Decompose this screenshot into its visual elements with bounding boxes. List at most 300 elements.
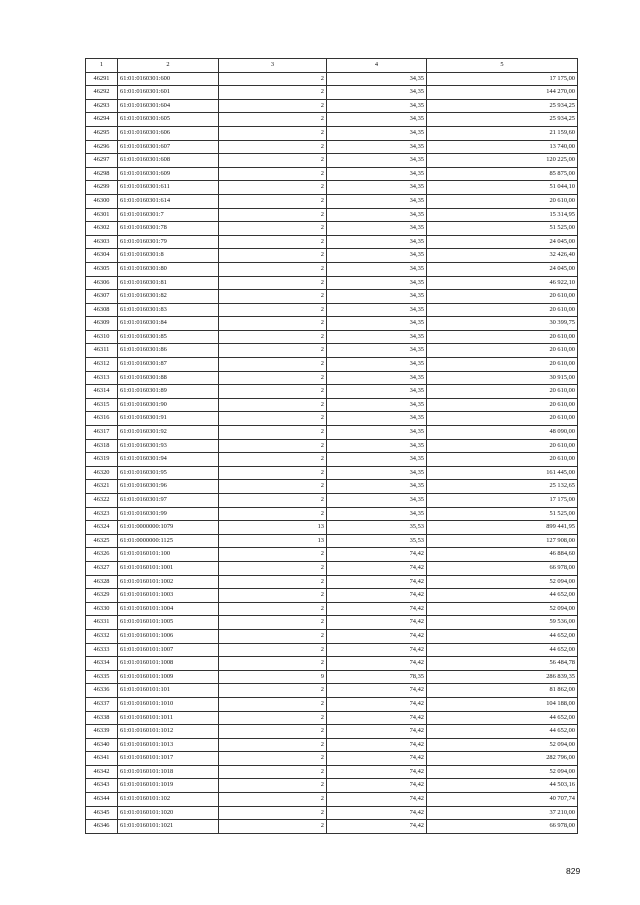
table-cell: 66 978,00: [427, 820, 578, 834]
table-cell: 2: [219, 738, 327, 752]
table-cell: 61:01:0160301:90: [118, 398, 219, 412]
table-cell: 51 525,00: [427, 507, 578, 521]
table-cell: 127 908,00: [427, 534, 578, 548]
table-cell: 2: [219, 181, 327, 195]
table-cell: 13: [219, 534, 327, 548]
table-cell: 20 610,00: [427, 194, 578, 208]
table-cell: 34,35: [327, 385, 427, 399]
table-cell: 286 839,35: [427, 670, 578, 684]
table-cell: 61:01:0160301:93: [118, 439, 219, 453]
table-cell: 61:01:0160101:1011: [118, 711, 219, 725]
table-cell: 2: [219, 385, 327, 399]
table-cell: 46343: [86, 779, 118, 793]
table-row: [86, 385, 578, 399]
col-header-3: 3: [219, 59, 327, 73]
col-header-5: 5: [427, 59, 578, 73]
table-row: [86, 439, 578, 453]
table-cell: 61:01:0160301:95: [118, 466, 219, 480]
table-cell: 46329: [86, 589, 118, 603]
table-cell: 46307: [86, 290, 118, 304]
col-header-2: 2: [118, 59, 219, 73]
table-cell: 46295: [86, 126, 118, 140]
table-cell: 2: [219, 657, 327, 671]
table-cell: 34,35: [327, 358, 427, 372]
table-cell: 61:01:0160301:607: [118, 140, 219, 154]
table-cell: 2: [219, 752, 327, 766]
table-cell: 61:01:0160301:605: [118, 113, 219, 127]
table-cell: 46318: [86, 439, 118, 453]
table-cell: 81 862,00: [427, 684, 578, 698]
table-row: [86, 820, 578, 834]
table-cell: 51 525,00: [427, 222, 578, 236]
table-cell: 34,35: [327, 167, 427, 181]
table-row: [86, 548, 578, 562]
table-cell: 2: [219, 317, 327, 331]
table-row: [86, 262, 578, 276]
table-cell: 46 884,60: [427, 548, 578, 562]
table-cell: 46298: [86, 167, 118, 181]
table-cell: 44 652,00: [427, 629, 578, 643]
table-cell: 46292: [86, 86, 118, 100]
table-row: [86, 507, 578, 521]
table-cell: 61:01:0160301:81: [118, 276, 219, 290]
table-cell: 2: [219, 344, 327, 358]
table-cell: 51 044,10: [427, 181, 578, 195]
table-cell: 56 484,78: [427, 657, 578, 671]
table-row: [86, 371, 578, 385]
table-cell: 61:01:0160101:1017: [118, 752, 219, 766]
table-cell: 61:01:0160301:96: [118, 480, 219, 494]
table-row: [86, 358, 578, 372]
table-row: [86, 738, 578, 752]
table-row: [86, 629, 578, 643]
table-cell: 52 094,00: [427, 575, 578, 589]
table-cell: 61:01:0160301:85: [118, 330, 219, 344]
table-cell: 2: [219, 426, 327, 440]
table-cell: 20 610,00: [427, 358, 578, 372]
table-row: [86, 725, 578, 739]
table-cell: 20 610,00: [427, 453, 578, 467]
table-cell: 2: [219, 480, 327, 494]
table-cell: 46340: [86, 738, 118, 752]
table-cell: 61:01:0160301:83: [118, 303, 219, 317]
table-cell: 2: [219, 371, 327, 385]
table-cell: 17 175,00: [427, 494, 578, 508]
table-row: [86, 697, 578, 711]
table-cell: 2: [219, 86, 327, 100]
table-row: [86, 779, 578, 793]
table-cell: 46311: [86, 344, 118, 358]
table-cell: 61:01:0160101:1012: [118, 725, 219, 739]
table-cell: 2: [219, 235, 327, 249]
table-cell: 2: [219, 140, 327, 154]
table-cell: 2: [219, 684, 327, 698]
table-cell: 74,42: [327, 725, 427, 739]
table-cell: 2: [219, 276, 327, 290]
table-cell: 46301: [86, 208, 118, 222]
table-cell: 61:01:0160301:99: [118, 507, 219, 521]
table-cell: 61:01:0160101:1003: [118, 589, 219, 603]
table-cell: 46316: [86, 412, 118, 426]
table-row: [86, 235, 578, 249]
table-row: [86, 426, 578, 440]
table-cell: 61:01:0160101:100: [118, 548, 219, 562]
table-cell: 61:01:0160301:86: [118, 344, 219, 358]
table-cell: 2: [219, 548, 327, 562]
table-cell: 74,42: [327, 684, 427, 698]
table-cell: 46344: [86, 793, 118, 807]
table-row: [86, 711, 578, 725]
table-cell: 61:01:0160301:82: [118, 290, 219, 304]
table-cell: 34,35: [327, 194, 427, 208]
table-row: [86, 126, 578, 140]
table-cell: 52 094,00: [427, 738, 578, 752]
table-cell: 24 045,00: [427, 262, 578, 276]
table-cell: 74,42: [327, 575, 427, 589]
table-cell: 46291: [86, 72, 118, 86]
table-cell: 46306: [86, 276, 118, 290]
table-cell: 66 978,00: [427, 561, 578, 575]
table-row: [86, 72, 578, 86]
table-cell: 2: [219, 194, 327, 208]
table-cell: 61:01:0160301:606: [118, 126, 219, 140]
table-cell: 61:01:0160301:91: [118, 412, 219, 426]
table-cell: 61:01:0160101:1021: [118, 820, 219, 834]
table-cell: 13: [219, 521, 327, 535]
table-row: [86, 412, 578, 426]
table-row: [86, 657, 578, 671]
table-cell: 34,35: [327, 99, 427, 113]
col-header-1: 1: [86, 59, 118, 73]
table-cell: 61:01:0160101:1002: [118, 575, 219, 589]
table-cell: 34,35: [327, 494, 427, 508]
table-row: [86, 521, 578, 535]
table-cell: 30 399,75: [427, 317, 578, 331]
table-cell: 46314: [86, 385, 118, 399]
table-cell: 61:01:0160101:1007: [118, 643, 219, 657]
table-cell: 2: [219, 126, 327, 140]
table-cell: 46310: [86, 330, 118, 344]
table-cell: 2: [219, 167, 327, 181]
table-cell: 46336: [86, 684, 118, 698]
table-cell: 74,42: [327, 616, 427, 630]
page-number: 829: [566, 866, 581, 876]
table-cell: 61:01:0160301:609: [118, 167, 219, 181]
table-cell: 46335: [86, 670, 118, 684]
table-cell: 2: [219, 629, 327, 643]
table-cell: 2: [219, 602, 327, 616]
table-cell: 20 610,00: [427, 385, 578, 399]
table-cell: 2: [219, 330, 327, 344]
table-cell: 34,35: [327, 453, 427, 467]
table-cell: 46325: [86, 534, 118, 548]
table-cell: 48 090,00: [427, 426, 578, 440]
table-cell: 74,42: [327, 738, 427, 752]
table-row: [86, 534, 578, 548]
table-cell: 46321: [86, 480, 118, 494]
table-cell: 46309: [86, 317, 118, 331]
table-cell: 44 652,00: [427, 725, 578, 739]
table-cell: 46303: [86, 235, 118, 249]
table-cell: 46334: [86, 657, 118, 671]
table-cell: 2: [219, 806, 327, 820]
table-cell: 46312: [86, 358, 118, 372]
table-cell: 44 652,00: [427, 589, 578, 603]
table-cell: 46297: [86, 154, 118, 168]
table-cell: 74,42: [327, 697, 427, 711]
table-cell: 2: [219, 494, 327, 508]
table-cell: 46328: [86, 575, 118, 589]
table-cell: 2: [219, 725, 327, 739]
table-cell: 34,35: [327, 480, 427, 494]
table-cell: 20 610,00: [427, 439, 578, 453]
table-row: [86, 670, 578, 684]
table-cell: 61:01:0160101:1010: [118, 697, 219, 711]
table-cell: 61:01:0160101:1019: [118, 779, 219, 793]
table-cell: 34,35: [327, 412, 427, 426]
table-cell: 61:01:0160301:97: [118, 494, 219, 508]
table-cell: 35,53: [327, 521, 427, 535]
table-cell: 61:01:0160301:614: [118, 194, 219, 208]
table-cell: 34,35: [327, 426, 427, 440]
table-row: [86, 589, 578, 603]
table-cell: 24 045,00: [427, 235, 578, 249]
data-table: [85, 58, 578, 834]
table-cell: 61:01:0160301:79: [118, 235, 219, 249]
table-cell: 46320: [86, 466, 118, 480]
table-cell: 2: [219, 616, 327, 630]
table-row: [86, 752, 578, 766]
table-cell: 2: [219, 154, 327, 168]
table-cell: 61:01:0160301:88: [118, 371, 219, 385]
table-row: [86, 643, 578, 657]
table-cell: 74,42: [327, 561, 427, 575]
table-cell: 34,35: [327, 249, 427, 263]
table-cell: 34,35: [327, 262, 427, 276]
table-cell: 13 740,00: [427, 140, 578, 154]
table-cell: 34,35: [327, 330, 427, 344]
table-row: [86, 602, 578, 616]
table-row: [86, 249, 578, 263]
table-cell: 25 934,25: [427, 99, 578, 113]
table-cell: 34,35: [327, 208, 427, 222]
table-cell: 74,42: [327, 629, 427, 643]
table-cell: 46346: [86, 820, 118, 834]
table-cell: 46345: [86, 806, 118, 820]
col-header-4: 4: [327, 59, 427, 73]
table-cell: 34,35: [327, 466, 427, 480]
table-cell: 34,35: [327, 371, 427, 385]
table-cell: 46305: [86, 262, 118, 276]
table-cell: 74,42: [327, 602, 427, 616]
table-row: [86, 290, 578, 304]
table-row: [86, 398, 578, 412]
table-row: [86, 194, 578, 208]
table-cell: 2: [219, 439, 327, 453]
table-cell: 899 441,95: [427, 521, 578, 535]
table-cell: 46 922,10: [427, 276, 578, 290]
table-row: [86, 480, 578, 494]
table-cell: 34,35: [327, 72, 427, 86]
table-cell: 74,42: [327, 589, 427, 603]
table-cell: 34,35: [327, 398, 427, 412]
table-cell: 46300: [86, 194, 118, 208]
table-cell: 61:01:0160301:608: [118, 154, 219, 168]
table-cell: 46302: [86, 222, 118, 236]
table-cell: 46315: [86, 398, 118, 412]
table-row: [86, 99, 578, 113]
table-cell: 74,42: [327, 765, 427, 779]
table-row: [86, 208, 578, 222]
table-row: [86, 181, 578, 195]
table-cell: 74,42: [327, 793, 427, 807]
table-cell: 2: [219, 208, 327, 222]
table-row: [86, 793, 578, 807]
table-row: [86, 575, 578, 589]
table-cell: 78,35: [327, 670, 427, 684]
table-cell: 2: [219, 466, 327, 480]
table-row: [86, 561, 578, 575]
table-row: [86, 154, 578, 168]
table-cell: 46296: [86, 140, 118, 154]
table-cell: 46323: [86, 507, 118, 521]
table-cell: 161 445,00: [427, 466, 578, 480]
table-cell: 32 426,40: [427, 249, 578, 263]
table-cell: 2: [219, 643, 327, 657]
table-cell: 61:01:0160301:601: [118, 86, 219, 100]
table-cell: 46330: [86, 602, 118, 616]
table-row: [86, 453, 578, 467]
table-cell: 46313: [86, 371, 118, 385]
table-cell: 46333: [86, 643, 118, 657]
table-cell: 46332: [86, 629, 118, 643]
table-cell: 20 610,00: [427, 330, 578, 344]
table-cell: 21 159,60: [427, 126, 578, 140]
table-cell: 61:01:0160101:1020: [118, 806, 219, 820]
table-cell: 59 536,00: [427, 616, 578, 630]
table-cell: 61:01:0160301:89: [118, 385, 219, 399]
table-cell: 2: [219, 249, 327, 263]
table-cell: 15 314,95: [427, 208, 578, 222]
table-cell: 46341: [86, 752, 118, 766]
table-cell: 46342: [86, 765, 118, 779]
table-cell: 34,35: [327, 276, 427, 290]
table-cell: 46338: [86, 711, 118, 725]
table-row: [86, 303, 578, 317]
table-cell: 2: [219, 453, 327, 467]
table-cell: 2: [219, 262, 327, 276]
table-row: [86, 344, 578, 358]
table-cell: 34,35: [327, 290, 427, 304]
table-cell: 144 270,00: [427, 86, 578, 100]
table-row: [86, 140, 578, 154]
table-cell: 34,35: [327, 507, 427, 521]
table-cell: 2: [219, 765, 327, 779]
table-cell: 2: [219, 358, 327, 372]
table-cell: 46331: [86, 616, 118, 630]
table-cell: 20 610,00: [427, 412, 578, 426]
table-cell: 37 210,00: [427, 806, 578, 820]
table-cell: 61:01:0160101:1013: [118, 738, 219, 752]
table-cell: 46324: [86, 521, 118, 535]
table-cell: 74,42: [327, 806, 427, 820]
table-cell: 61:01:0160101:1008: [118, 657, 219, 671]
table-cell: 61:01:0000000:1079: [118, 521, 219, 535]
table-cell: 61:01:0160101:1018: [118, 765, 219, 779]
table-cell: 61:01:0160301:94: [118, 453, 219, 467]
table-cell: 44 503,16: [427, 779, 578, 793]
table-cell: 46337: [86, 697, 118, 711]
table-cell: 2: [219, 507, 327, 521]
table-cell: 34,35: [327, 86, 427, 100]
table-row: [86, 113, 578, 127]
table-cell: 52 094,00: [427, 765, 578, 779]
table-cell: 74,42: [327, 711, 427, 725]
table-row: [86, 167, 578, 181]
table-cell: 2: [219, 222, 327, 236]
header-row: [86, 59, 578, 73]
table-cell: 61:01:0160101:101: [118, 684, 219, 698]
table-cell: 61:01:0160101:1005: [118, 616, 219, 630]
table-cell: 2: [219, 72, 327, 86]
table-cell: 34,35: [327, 344, 427, 358]
table-cell: 2: [219, 561, 327, 575]
table-cell: 74,42: [327, 643, 427, 657]
table-cell: 61:01:0160301:604: [118, 99, 219, 113]
table-cell: 74,42: [327, 657, 427, 671]
table-cell: 61:01:0160301:78: [118, 222, 219, 236]
table-cell: 61:01:0160301:611: [118, 181, 219, 195]
table-row: [86, 616, 578, 630]
table-cell: 85 875,00: [427, 167, 578, 181]
table-cell: 61:01:0160101:1001: [118, 561, 219, 575]
table-cell: 46308: [86, 303, 118, 317]
table-row: [86, 684, 578, 698]
table-cell: 2: [219, 99, 327, 113]
table-cell: 282 796,00: [427, 752, 578, 766]
table-cell: 35,53: [327, 534, 427, 548]
table-cell: 61:01:0160301:7: [118, 208, 219, 222]
table-cell: 20 610,00: [427, 290, 578, 304]
table-cell: 61:01:0160301:600: [118, 72, 219, 86]
table-cell: 34,35: [327, 140, 427, 154]
table-cell: 61:01:0160301:80: [118, 262, 219, 276]
table-cell: 46339: [86, 725, 118, 739]
table-cell: 46319: [86, 453, 118, 467]
table-cell: 20 610,00: [427, 398, 578, 412]
table-row: [86, 466, 578, 480]
table-cell: 61:01:0000000:1125: [118, 534, 219, 548]
table-cell: 2: [219, 793, 327, 807]
table-cell: 34,35: [327, 235, 427, 249]
table-cell: 34,35: [327, 439, 427, 453]
table-cell: 2: [219, 697, 327, 711]
table-cell: 34,35: [327, 113, 427, 127]
table-cell: 20 610,00: [427, 344, 578, 358]
table-cell: 2: [219, 303, 327, 317]
table-cell: 46294: [86, 113, 118, 127]
table-cell: 61:01:0160301:92: [118, 426, 219, 440]
table-row: [86, 494, 578, 508]
table-cell: 61:01:0160301:84: [118, 317, 219, 331]
table-cell: 74,42: [327, 752, 427, 766]
table-cell: 25 934,25: [427, 113, 578, 127]
table-cell: 74,42: [327, 779, 427, 793]
table-cell: 46326: [86, 548, 118, 562]
table-cell: 61:01:0160301:8: [118, 249, 219, 263]
table-cell: 61:01:0160101:1009: [118, 670, 219, 684]
table-row: [86, 330, 578, 344]
